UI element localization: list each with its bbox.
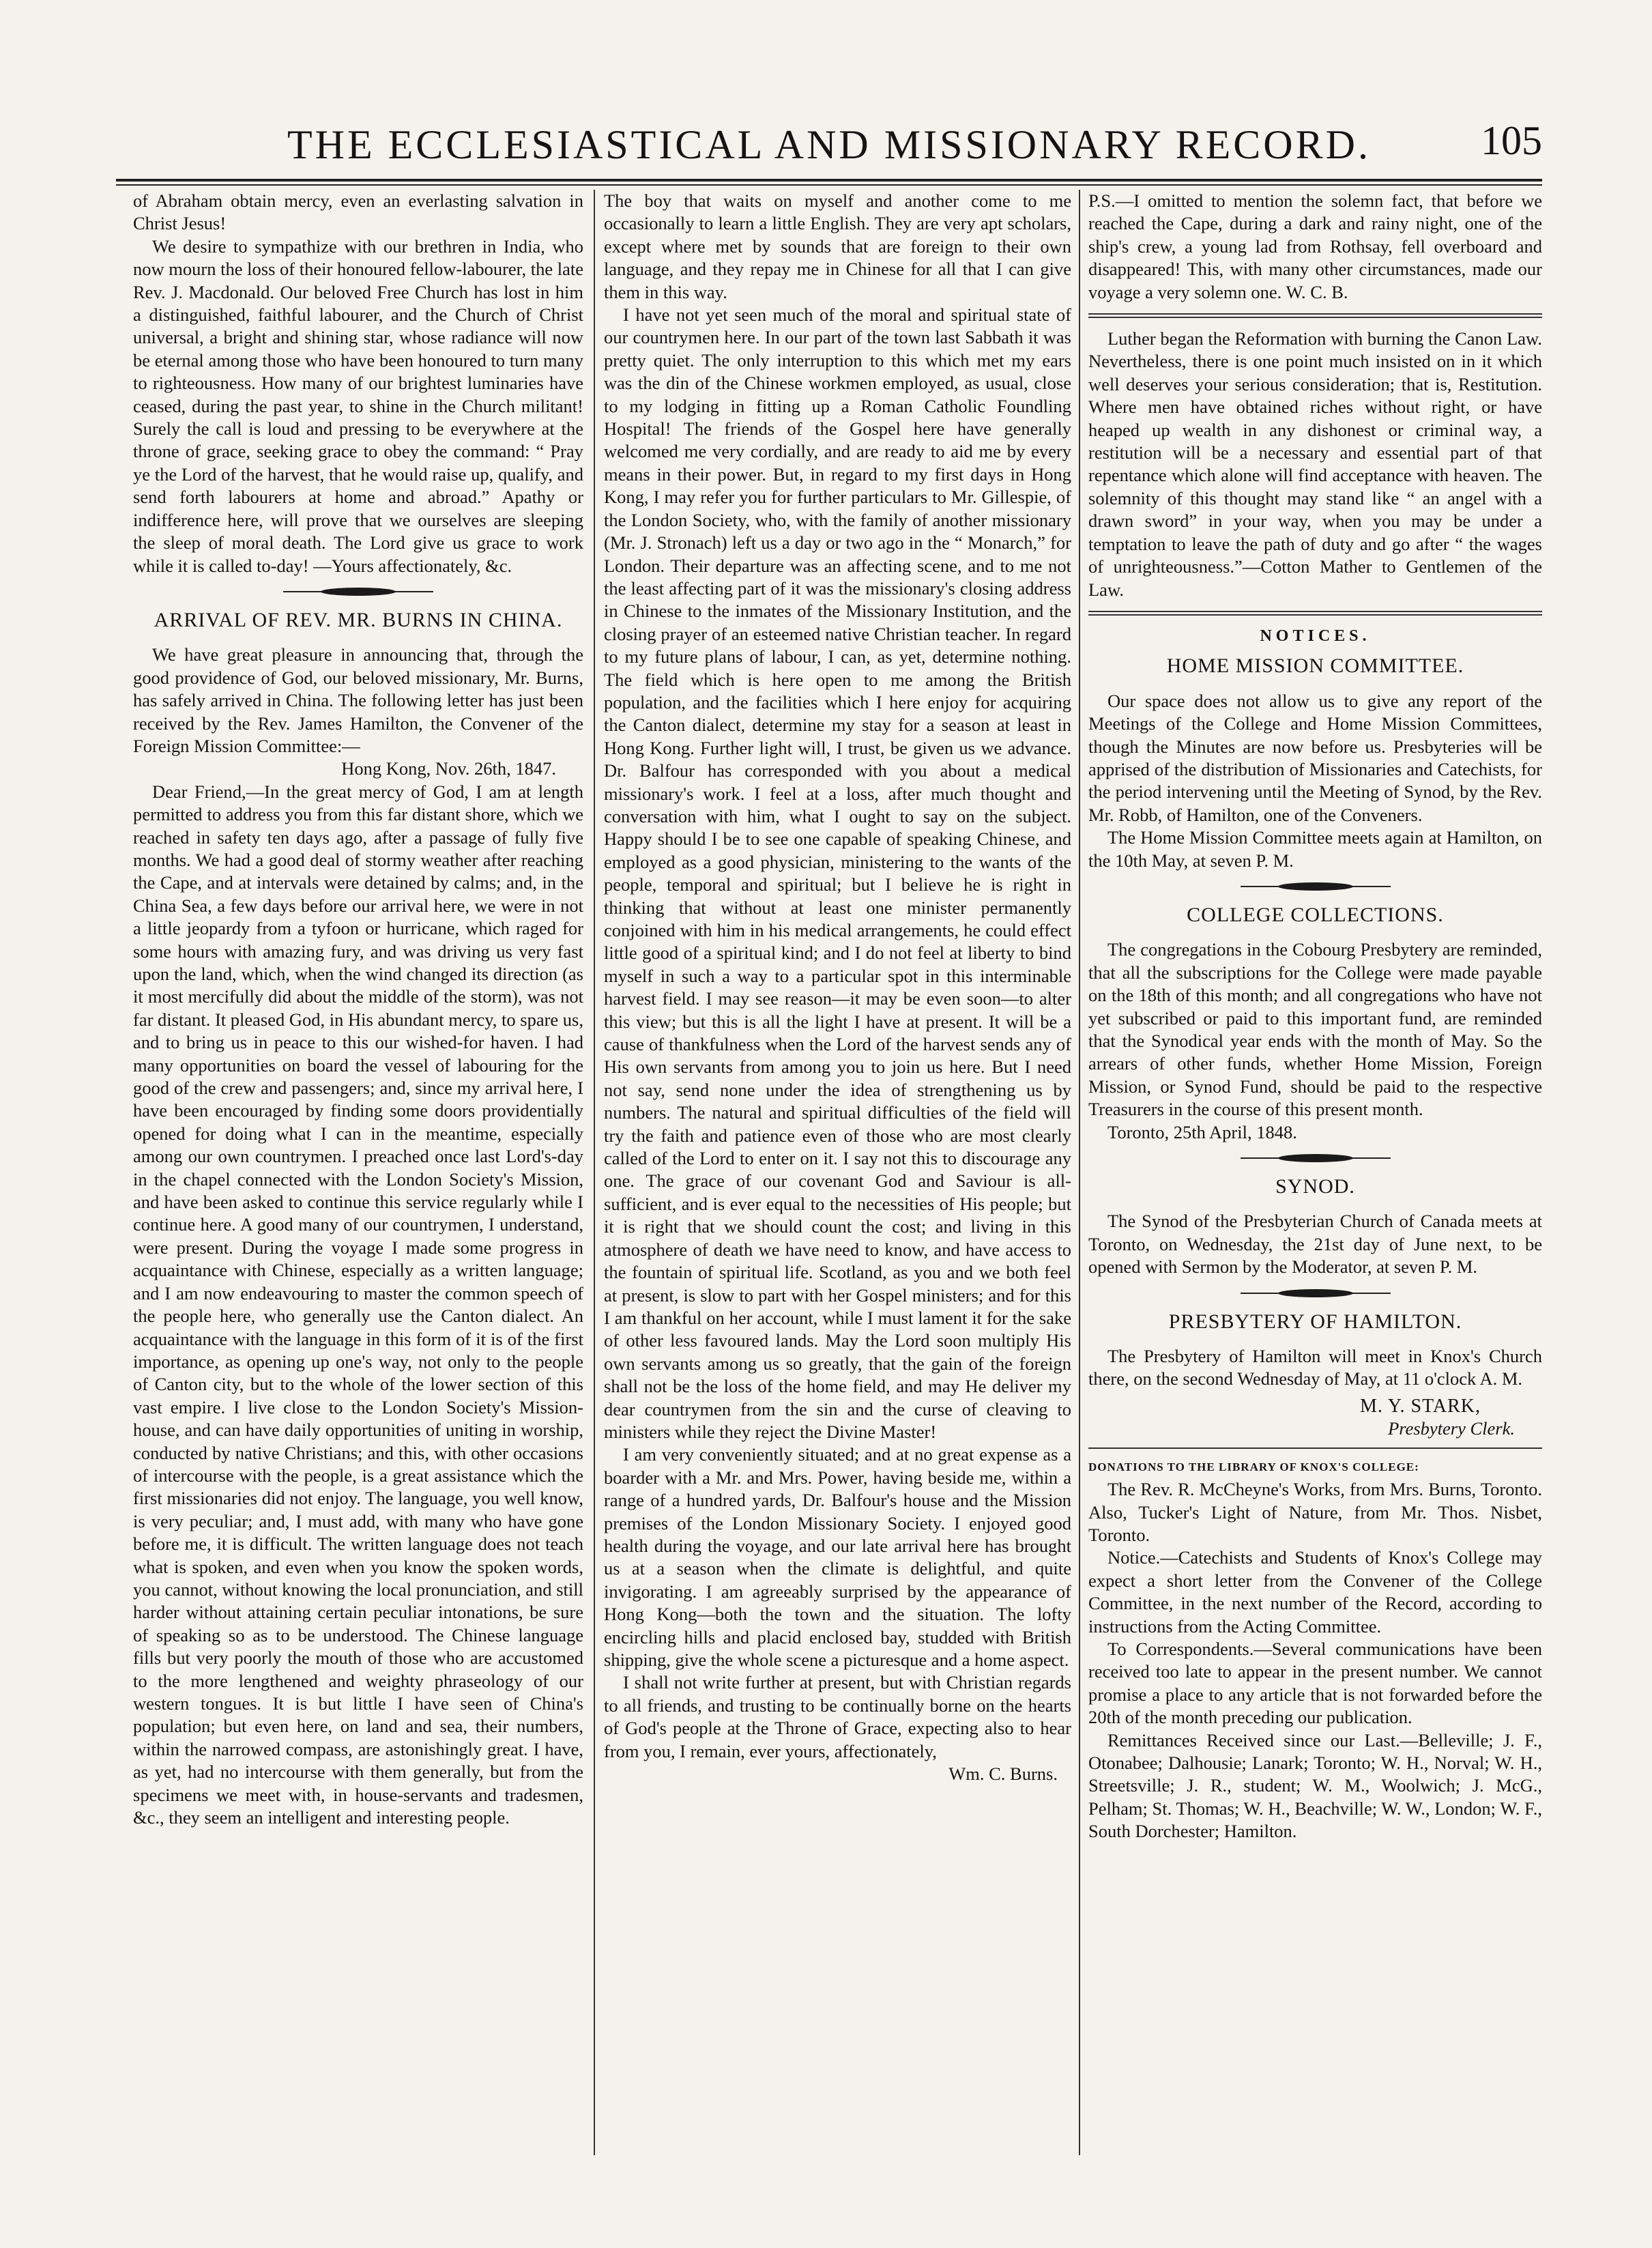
ornamental-divider	[1088, 876, 1542, 897]
header-rule	[116, 179, 1542, 182]
arrival-title: ARRIVAL OF REV. MR. BURNS IN CHINA.	[154, 608, 563, 631]
paragraph-boy: The boy that waits on myself and another come to me occasionally to learn a little English. They are very apt scholars, except where met by sounds that are foreign to their own language, and they repay me in Chinese for all that I can give them in this way.	[604, 190, 1071, 302]
double-rule	[1088, 313, 1542, 318]
header-rule-lower	[116, 184, 1542, 186]
paragraph-home-mission-meeting: The Home Mission Committee meets again at Hamilton, on the 10th May, at seven P. M.	[1088, 827, 1542, 871]
paragraph-sympathize: We desire to sympathize with our brethren in India, who now mourn the loss of their honoured fellow-labourer, the late Rev. J. Macdonald. Our beloved Free Church has lost in him a distinguished, faithful labourer, and the Church of Christ universal, a bright and shining star, whose radiance will now be eternal among those who have been honoured to turn many to righteousness. How many of our brightest luminaries have ceased, during the past year, to shine in the Church militant! Surely the call is loud and pressing to be everywhere at the throne of grace, seeking grace to obey the command: “ Pray ye the Lord of the harvest, that he would raise up, qualify, and send forth labourers at home and abroad.” Apathy or indifference here, will prove that we ourselves are sleeping the sleep of moral death. The Lord give us grace to work while it is called to-day! —Yours affectionately, &c.	[133, 235, 583, 576]
double-rule	[1088, 611, 1542, 616]
column-left	[133, 190, 583, 2162]
paragraph-intro: of Abraham obtain mercy, even an everlasting salvation in Christ Jesus!	[133, 190, 583, 234]
college-collections-title: COLLEGE COLLECTIONS.	[1187, 903, 1444, 926]
page-number: 105	[1481, 118, 1542, 163]
column-right	[1088, 190, 1542, 2162]
running-head: THE ECCLESIASTICAL AND MISSIONARY RECORD.	[287, 122, 1371, 167]
clerk-title: Presbytery Clerk.	[1388, 1418, 1515, 1439]
paragraph-shall-not: I shall not write further at present, but with Christian regards to all friends, and trusting to be continually borne on the hearts of God's people at the Throne of Grace, expecting also to hear from you, I remain, ever yours, affectionately,	[604, 1672, 1071, 1761]
paragraph-donations: The Rev. R. McCheyne's Works, from Mrs. Burns, Toronto. Also, Tucker's Light of Nature, from Mr. Thos. Nisbet, Toronto.	[1088, 1479, 1542, 1545]
letter-dateline: Hong Kong, Nov. 26th, 1847.	[341, 758, 556, 779]
paragraph-presbytery: The Presbytery of Hamilton will meet in Knox's Church there, on the second Wednesday of May, at 11 o'clock A. M.	[1088, 1346, 1542, 1389]
column-rule-right	[1079, 190, 1080, 2155]
ornamental-divider	[1088, 1148, 1542, 1168]
notices-title: NOTICES.	[1260, 626, 1371, 645]
ornamental-divider	[1088, 1283, 1542, 1303]
column-middle	[604, 190, 1071, 2162]
synod-title: SYNOD.	[1275, 1175, 1355, 1198]
ornamental-divider	[133, 581, 583, 602]
thin-rule	[1088, 1447, 1542, 1449]
paragraph-pleasure: We have great pleasure in announcing that, through the good providence of God, our beloved missionary, Mr. Burns, has safely arrived in China. The following letter has just been received by the Rev. James Hamilton, the Convener of the Foreign Mission Committee:—	[133, 644, 583, 756]
column-rule-left	[594, 190, 595, 2155]
paragraph-home-mission: Our space does not allow us to give any report of the Meetings of the College and Home Mission Committees, though the Minutes are now before us. Presbyteries will be apprised of the distribution of Missionaries and Catechists, for the period intervening until the Meeting of Synod, by the Rev. Mr. Robb, of Hamilton, one of the Conveners.	[1088, 690, 1542, 825]
paragraph-correspondents: To Correspondents.—Several communications have been received too late to appear in the present number. We cannot promise a place to any article that is not forwarded before the 20th of the month preceding our publication.	[1088, 1638, 1542, 1728]
letter-signature: Wm. C. Burns.	[948, 1763, 1058, 1785]
paragraph-dear-friend: Dear Friend,—In the great mercy of God, I am at length permitted to address you from this far distant shore, which we reached in safety ten days ago, after a passage of fully five months. We had a good deal of stormy weather after reaching the Cape, and at intervals were detained by calms; and, in the China Sea, a few days before our arrival here, we were in not a little jeopardy from a tyfoon or hurricane, which raged for some hours with amazing fury, and was driving us very fast upon the land, which, when the wind changed its direction (as it most mercifully did about the middle of the storm), was not far distant. It pleased God, in His abundant mercy, to spare us, and to bring us in peace to this our wished-for haven. I had many opportunities on board the vessel of labouring for the good of the crew and passengers; and, since my arrival here, I have been encouraged by finding some doors providentially opened for doing what I can in the meantime, especially among our own countrymen. I preached once last Lord's-day in the chapel connected with the London Society's Mission, and have been asked to continue this service regularly while I continue here. A good many of our countrymen, I understand, were present. During the voyage I made some progress in acquaintance with Chinese, especially as a written language; and I am now endeavouring to master the common speech of the people here, who generally use the Canton dialect. An acquaintance with the language in this form of it is of the first importance, as opening up one's way, not only to the people of Canton city, but to the whole of the lower section of this vast empire. I live close to the London Society's Mission-house, and can have daily opportunities of uniting in worship, conducted by native Christians; and this, with other occasions of intercourse with the people, is a great assistance which the first missionaries did not enjoy. The language, you well know, is very peculiar; and, I must add, with many who have gone before me, it is difficult. The written language does not teach what is spoken, and even when you know the spoken words, you cannot, without knowing the local pronunciation, and still harder without attaining certain peculiar intonations, be sure of speaking so as to be understood. The Chinese language fills but very poorly the mouth of those who are accustomed to the more lengthened and weighty phraseology of our western tongues. It is but little I have seen of China's population; but even here, on land and sea, their numbers, within the narrowed compass, are astonishingly great. I have, as yet, had no intercourse with them generally, but from the specimens we meet with, in house-servants and tradesmen, &c., they seem an intelligent and interesting people.	[133, 781, 583, 1828]
paragraph-notice: Notice.—Catechists and Students of Knox's College may expect a short letter from the Convener of the College Committee, in the next number of the Record, according to instructions from the Acting Committee.	[1088, 1547, 1542, 1637]
page-header	[116, 109, 1542, 177]
presbytery-title: PRESBYTERY OF HAMILTON.	[1168, 1310, 1462, 1333]
clerk-name: M. Y. STARK,	[1359, 1395, 1481, 1417]
paragraph-luther: Luther began the Reformation with burning the Canon Law. Nevertheless, there is one point much insisted on in it which well deserves your serious consideration; that is, Restitution. Where men have obtained riches without right, or have heaped up wealth in any dishonest or criminal way, a restitution will be a necessary and essential part of that repentance which alone will find acceptance with heaven. The solemnity of this thought may stand like “ an angel with a drawn sword” in your way, when you may be under a temptation to leave the path of duty and go after “ the wages of unrighteousness.”—Cotton Mather to Gentlemen of the Law.	[1088, 328, 1542, 600]
paragraph-moral: I have not yet seen much of the moral and spiritual state of our countrymen here. In our part of the town last Sabbath it was pretty quiet. The only interruption to this which met my ears was the din of the Chinese workmen employed, as usual, close to my lodging in fitting up a Roman Catholic Foundling Hospital! The friends of the Gospel here have generally welcomed me very cordially, and are ready to aid me by every means in their power. But, in regard to my first days in Hong Kong, I may refer you for further particulars to Mr. Gillespie, of the London Society, who, with the family of another missionary (Mr. J. Stronach) left us a day or two ago in the “ Monarch,” for London. Their departure was an affecting scene, and to me not the least affecting part of it was the missionary's closing address in Chinese to the inmates of the Missionary Institution, and the closing prayer of an esteemed native Christian teacher. In regard to my future plans of labour, I can, as yet, determine nothing. The field which is here open to me among the British population, and the facilities which I here enjoy for acquiring the Canton dialect, determine my stay for a season at least in Hong Kong. Further light will, I trust, be given us we advance. Dr. Balfour has corresponded with you about a medical missionary's work. I feel at a loss, after much thought and conversation with him, what I ought to say on the subject. Happy should I be to see one capable of speaking Chinese, and employed as a good physician, ministering to the wants of the people, temporal and spiritual; but I believe he is right in thinking that without at least one minister permanently conjoined with him in his medical arrangements, he could effect little good of a spiritual kind; and I do not feel at liberty to bind myself in such a way to a particular spot in this interminable harvest field. I may see reason—it may be even soon—to alter this view; but this is all the light I have at present. It will be a cause of thankfulness when the Lord of the harvest sends any of His own servants from among you to join us here. But I need not say, send none under the idea of strengthening us by numbers. The natural and spiritual difficulties of the field will try the faith and patience even of those who are most clearly called of the Lord to enter on it. I say not this to discourage any one. The grace of our covenant God and Saviour is all-sufficient, and is ever equal to the necessities of His people; but it is right that we should count the cost; and living in this atmosphere of death we have need to know, and have access to the fountain of spiritual life. Scotland, as you and we both feel at present, is slow to part with her Gospel ministers; and for this I am thankful on her account, while I must lament it for the sake of other less favoured lands. May the Lord soon multiply His own servants among us so greatly, that the gain of the foreign shall not be the loss of the home field, and may He deliver my dear countrymen from the sin and the curse of cleaving to ministers while they reject the Divine Master!	[604, 304, 1071, 1442]
paragraph-college: The congregations in the Cobourg Presbytery are reminded, that all the subscriptions for the College were made payable on the 18th of this month; and all congregations who have not yet subscribed or paid to this important fund, are reminded that the Synodical year ends with the month of May. So the arrears of other funds, whether Home Mission, Foreign Mission, or Synod Fund, should be paid to the respective Treasurers in the course of this present month.	[1088, 939, 1542, 1120]
college-date: Toronto, 25th April, 1848.	[1107, 1121, 1297, 1142]
donations-heading: DONATIONS TO THE LIBRARY OF KNOX'S COLLEGE:	[1088, 1460, 1419, 1473]
paragraph-situated: I am very conveniently situated; and at no great expense as a boarder with a Mr. and Mrs. Power, having beside me, within a range of a hundred yards, Dr. Balfour's house and the Mission premises of the London Missionary Society. I enjoyed good health during the voyage, and our late arrival here has brought us at a season when the climate is delightful, and quite invigorating. I am agreeably surprised by the appearance of Hong Kong—both the town and the situation. The lofty encircling hills and placid enclosed bay, studded with British shipping, give the whole scene a picturesque and a home aspect.	[604, 1444, 1071, 1670]
paragraph-ps: P.S.—I omitted to mention the solemn fact, that before we reached the Cape, during a dark and rainy night, one of the ship's crew, a young lad from Rothsay, fell overboard and disappeared! This, with many other circumstances, made our voyage a very solemn one. W. C. B.	[1088, 190, 1542, 302]
home-mission-title: HOME MISSION COMMITTEE.	[1166, 654, 1464, 678]
paragraph-synod: The Synod of the Presbyterian Church of Canada meets at Toronto, on Wednesday, the 21st day of June next, to be opened with Sermon by the Moderator, at seven P. M.	[1088, 1211, 1542, 1278]
paragraph-remittances: Remittances Received since our Last.—Belleville; J. F., Otonabee; Dalhousie; Lanark; Toronto; W. H., Norval; W. H., Streetsville; J. R., student; W. M., Woolwich; J. McG., Pelham; St. Thomas; W. H., Beachville; W. W., London; W. F., South Dorchester; Hamilton.	[1088, 1729, 1542, 1842]
